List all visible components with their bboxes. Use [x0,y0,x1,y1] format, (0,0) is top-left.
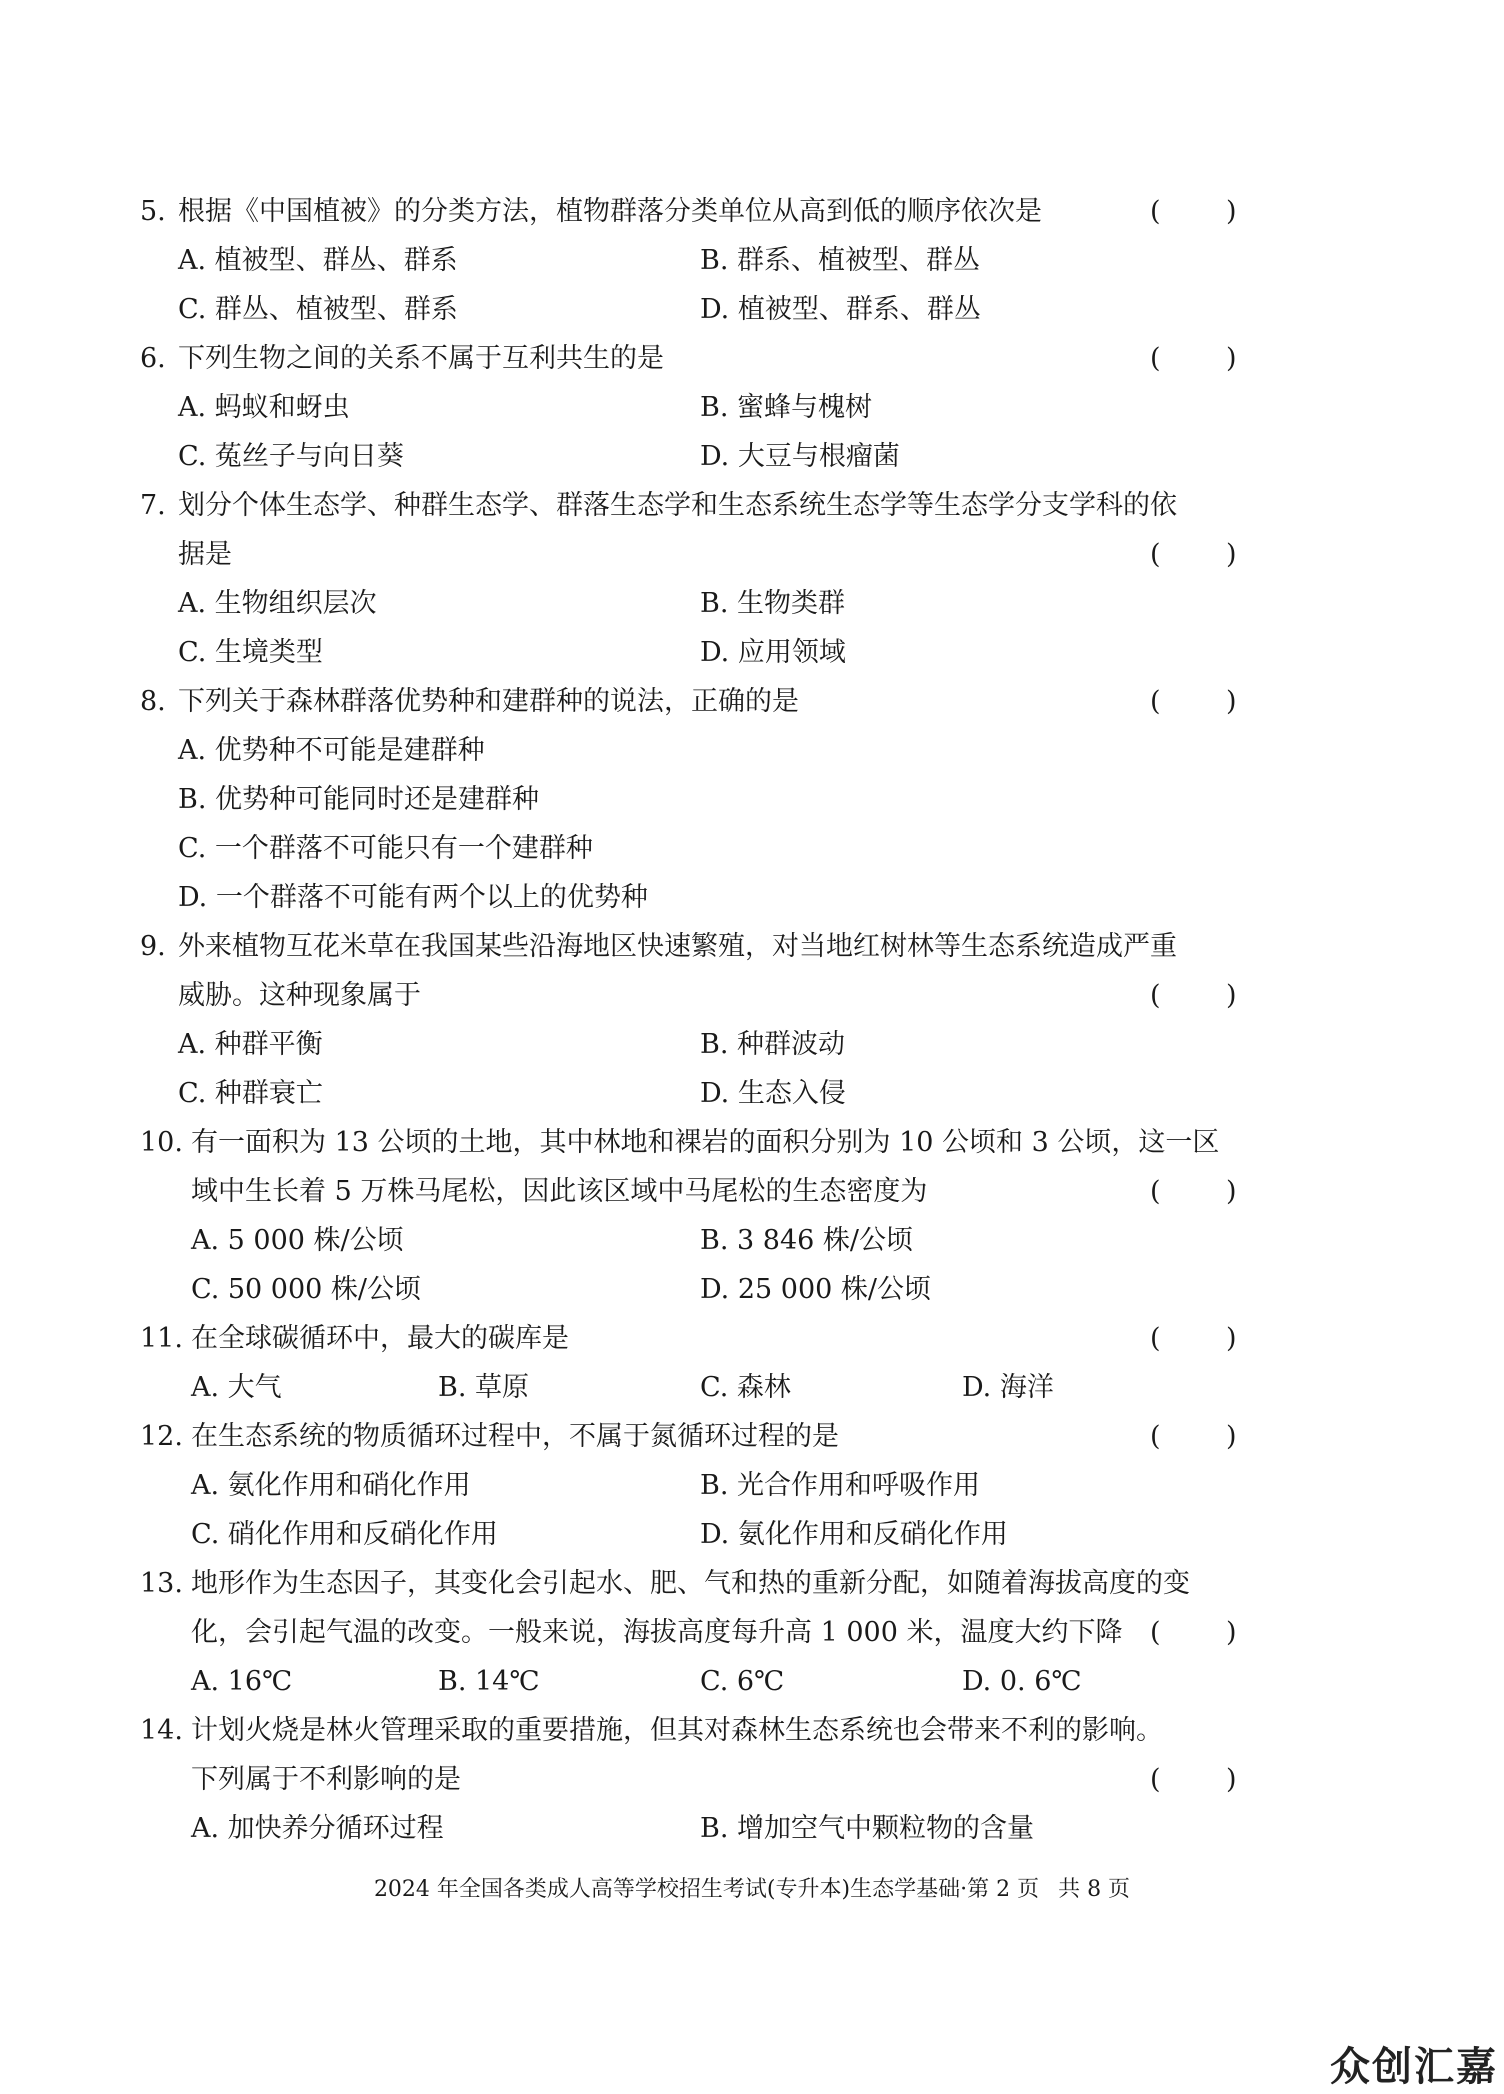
question-6-options-row1 [0,383,1504,432]
question-5-stem: 5. 根据《中国植被》的分类方法，植物群落分类单位从高到低的顺序依次是 ( ) [140,196,1237,227]
option-a: A. 蚂蚁和蚜虫 [178,392,350,423]
option-a: A. 植被型、群丛、群系 [178,245,458,276]
question-11-options [0,1363,1504,1412]
question-9-stem: 9. 外来植物互花米草在我国某些沿海地区快速繁殖，对当地红树林等生态系统造成严重 [140,931,1177,962]
option-d: D. 氨化作用和反硝化作用 [700,1519,1008,1550]
question-10-stem: 10. 有一面积为 13 公顷的土地，其中林地和裸岩的面积分别为 10 公顷和 3 公顷，这一区 [140,1127,1220,1158]
option-d: D. 大豆与根瘤菌 [700,441,900,472]
question-8-option-a [0,726,1504,775]
question-12-options-row2 [0,1510,1504,1559]
option-a: A. 优势种不可能是建群种 [178,735,485,766]
question-7-stem: 7. 划分个体生态学、种群生态学、群落生态学和生态系统生态学等生态学分支学科的依 [140,490,1177,521]
question-5-options-row2 [0,285,1504,334]
question-6-options-row2 [0,432,1504,481]
option-d: D. 海洋 [962,1372,1054,1403]
option-a: A. 氨化作用和硝化作用 [191,1470,471,1501]
option-a: A. 16℃ [191,1666,293,1697]
option-c: C. 菟丝子与向日葵 [178,441,404,472]
question-11-stem: 11. 在全球碳循环中，最大的碳库是 ( ) [140,1323,1237,1354]
question-9-options-row2 [0,1069,1504,1118]
question-9-options-row1 [0,1020,1504,1069]
option-c: C. 森林 [700,1372,791,1403]
option-d: D. 0. 6℃ [962,1666,1082,1697]
option-a: A. 种群平衡 [178,1029,323,1060]
watermark-logo: 众创汇嘉 [1330,2044,1498,2090]
option-a: A. 加快养分循环过程 [191,1813,444,1844]
option-c: C. 50 000 株/公顷 [191,1274,422,1305]
option-b: B. 光合作用和呼吸作用 [700,1470,981,1501]
option-a: A. 大气 [191,1372,282,1403]
option-b: B. 优势种可能同时还是建群种 [178,784,540,815]
question-9-stem-cont: 威胁。这种现象属于 ( ) [178,980,1237,1011]
question-8-option-c [0,824,1504,873]
question-14-stem-cont: 下列属于不利影响的是 ( ) [191,1764,1237,1795]
question-12-options-row1 [0,1461,1504,1510]
question-10-options-row2 [0,1265,1504,1314]
question-14-options-row1 [0,1804,1504,1853]
option-b: B. 草原 [438,1372,530,1403]
question-8-option-d [0,873,1504,922]
option-c: C. 种群衰亡 [178,1078,323,1109]
question-7-options-row2 [0,628,1504,677]
option-b: B. 14℃ [438,1666,540,1697]
option-d: D. 一个群落不可能有两个以上的优势种 [178,882,648,913]
question-12-stem: 12. 在生态系统的物质循环过程中，不属于氮循环过程的是 ( ) [140,1421,1237,1452]
option-c: C. 一个群落不可能只有一个建群种 [178,833,593,864]
option-d: D. 应用领域 [700,637,846,668]
question-5-options-row1 [0,236,1504,285]
question-14-stem: 14. 计划火烧是林火管理采取的重要措施，但其对森林生态系统也会带来不利的影响。 [140,1715,1163,1746]
option-b: B. 蜜蜂与槐树 [700,392,873,423]
question-10-options-row1 [0,1216,1504,1265]
footer-total-pages: 共 8 页 [1058,1877,1131,1902]
page-footer [0,1872,1504,1908]
option-c: C. 群丛、植被型、群系 [178,294,458,325]
option-d: D. 生态入侵 [700,1078,846,1109]
option-d: D. 25 000 株/公顷 [700,1274,932,1305]
question-6-stem: 6. 下列生物之间的关系不属于互利共生的是 ( ) [140,343,1237,374]
option-b: B. 生物类群 [700,588,846,619]
option-c: C. 6℃ [700,1666,785,1697]
question-8-stem: 8. 下列关于森林群落优势种和建群种的说法，正确的是 ( ) [140,686,1237,717]
option-c: C. 生境类型 [178,637,323,668]
option-a: A. 生物组织层次 [178,588,377,619]
option-a: A. 5 000 株/公顷 [191,1225,404,1256]
option-d: D. 植被型、群系、群丛 [700,294,981,325]
question-10-stem-cont: 域中生长着 5 万株马尾松，因此该区域中马尾松的生态密度为 ( ) [191,1176,1237,1207]
option-b: B. 增加空气中颗粒物的含量 [700,1813,1035,1844]
question-13-stem: 13. 地形作为生态因子，其变化会引起水、肥、气和热的重新分配，如随着海拔高度的变 [140,1568,1190,1599]
footer-exam-info: 2024 年全国各类成人高等学校招生考试(专升本)生态学基础·第 2 页 [373,1877,1040,1902]
option-b: B. 群系、植被型、群丛 [700,245,981,276]
option-b: B. 3 846 株/公顷 [700,1225,913,1256]
option-b: B. 种群波动 [700,1029,846,1060]
question-7-stem-cont: 据是 ( ) [178,539,1237,570]
question-7-options-row1 [0,579,1504,628]
option-c: C. 硝化作用和反硝化作用 [191,1519,498,1550]
question-13-stem-cont: 化，会引起气温的改变。一般来说，海拔高度每升高 1 000 米，温度大约下降 ( ) [191,1617,1237,1648]
question-13-options [0,1657,1504,1706]
question-8-option-b [0,775,1504,824]
